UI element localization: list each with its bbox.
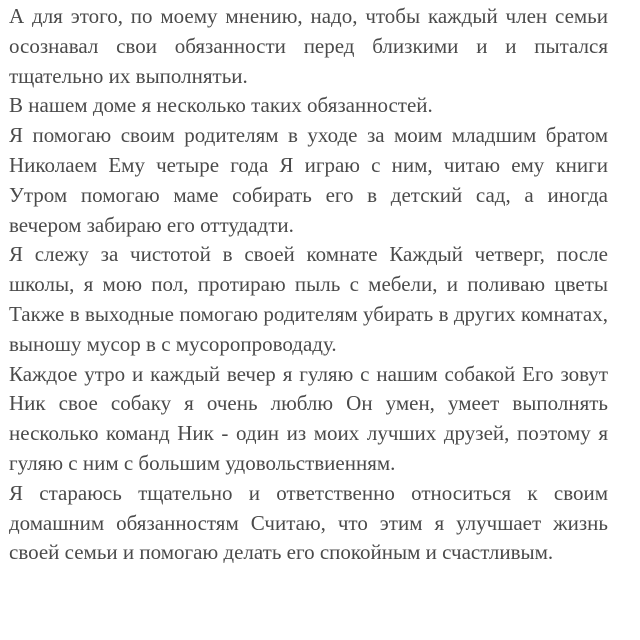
- essay-text: [9, 2, 608, 568]
- paragraph-5: Каждое утро и каждый вечер я гуляю с нашим собакой Его зовут Ник свое собаку я очень люблю Он умен, умеет выполнять несколько команд Ник - один из моих лучших друзей, поэтому я гуляю с ним с большим удовольствиенням.: [9, 361, 608, 475]
- paragraph-4: Я слежу за чистотой в своей комнате Каждый четверг, после школы, я мою пол, протираю пыль с мебели, и поливаю цветы Также в выходные помогаю родителям убирать в других комнатах, выношу мусор в с мусоропроводаду.: [9, 242, 608, 356]
- paragraph-3: Я помогаю своим родителям в уходе за моим младшим братом Николаем Ему четыре года Я играю с ним, читаю ему книги Утром помогаю маме собирать его в детский сад, а иногда вечером забираю его оттудадти.: [9, 123, 608, 237]
- paragraph-1: А для этого, по моему мнению, надо, чтобы каждый член семьи осознавал свои обязанности перед близкими и и пытался тщательно их выполнятьи.: [9, 4, 608, 88]
- paragraph-6: Я стараюсь тщательно и ответственно относиться к своим домашним обязанностям Считаю, что этим я улучшает жизнь своей семьи и помогаю делать его спокойным и счастливым.: [9, 480, 608, 565]
- paragraph-2: В нашем доме я несколько таких обязанностей.: [9, 93, 433, 118]
